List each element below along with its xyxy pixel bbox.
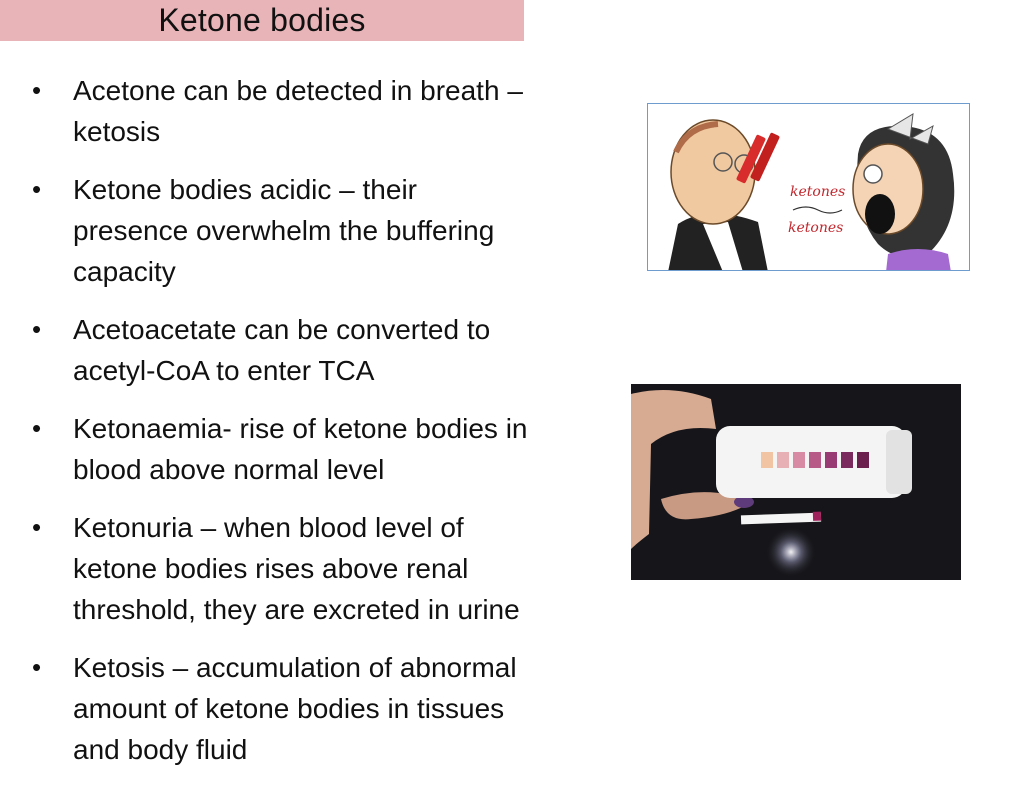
woman-mouth bbox=[865, 194, 895, 234]
bullet-line: Ketosis – accumulation of abnormal bbox=[73, 652, 517, 683]
bullet-item bbox=[30, 507, 590, 630]
bullet-dot-icon: • bbox=[32, 174, 42, 204]
bullet-line: blood above normal level bbox=[73, 454, 385, 485]
bullet-line: ketone bodies rises above renal bbox=[73, 553, 469, 584]
bullet-line: Ketonaemia- rise of ketone bodies in bbox=[73, 413, 528, 444]
bullet-item bbox=[30, 169, 590, 292]
bullet-line: capacity bbox=[73, 256, 176, 287]
color-swatch bbox=[777, 452, 789, 468]
color-swatch bbox=[841, 452, 853, 468]
bullet-dot-icon: • bbox=[32, 413, 42, 443]
ketone-breath-cartoon bbox=[647, 103, 970, 271]
vial-cap bbox=[886, 430, 912, 494]
bullet-line: Ketonuria – when blood level of bbox=[73, 512, 464, 543]
bullet-item bbox=[30, 647, 590, 770]
bullet-line: Acetone can be detected in breath – bbox=[73, 75, 523, 106]
cartoon-word: ketones bbox=[790, 184, 846, 200]
bullet-line: threshold, they are excreted in urine bbox=[73, 594, 520, 625]
woman-top bbox=[886, 249, 951, 271]
cartoon-illustration bbox=[648, 104, 970, 271]
bullet-item bbox=[30, 408, 590, 490]
bullet-line: acetyl-CoA to enter TCA bbox=[73, 355, 375, 386]
ketone-test-strip-photo bbox=[631, 384, 961, 580]
smell-wave bbox=[793, 207, 842, 213]
bullet-line: Acetoacetate can be converted to bbox=[73, 314, 491, 345]
slide-title: Ketone bodies bbox=[158, 2, 366, 38]
color-swatch bbox=[761, 452, 773, 468]
bullet-line: amount of ketone bodies in tissues bbox=[73, 693, 505, 724]
woman-glasses bbox=[864, 165, 882, 183]
test-pad bbox=[813, 512, 821, 521]
color-swatch bbox=[809, 452, 821, 468]
bullet-dot-icon: • bbox=[32, 652, 42, 682]
bullet-line: Ketone bodies acidic – their bbox=[73, 174, 417, 205]
bullet-dot-icon: • bbox=[32, 512, 42, 542]
bullet-item bbox=[30, 70, 590, 152]
bullet-line: and body fluid bbox=[73, 734, 248, 765]
color-swatch bbox=[793, 452, 805, 468]
bullet-list bbox=[30, 70, 590, 787]
bullet-line: presence overwhelm the buffering bbox=[73, 215, 495, 246]
bullet-dot-icon: • bbox=[32, 314, 42, 344]
photo-illustration bbox=[631, 384, 961, 580]
cartoon-word: ketones bbox=[788, 220, 844, 236]
bullet-dot-icon: • bbox=[32, 75, 42, 105]
color-swatch bbox=[825, 452, 837, 468]
flash-glare bbox=[765, 526, 817, 578]
color-swatch bbox=[857, 452, 869, 468]
bullet-line: ketosis bbox=[73, 116, 161, 147]
title-banner bbox=[0, 0, 524, 41]
bullet-item bbox=[30, 309, 590, 391]
